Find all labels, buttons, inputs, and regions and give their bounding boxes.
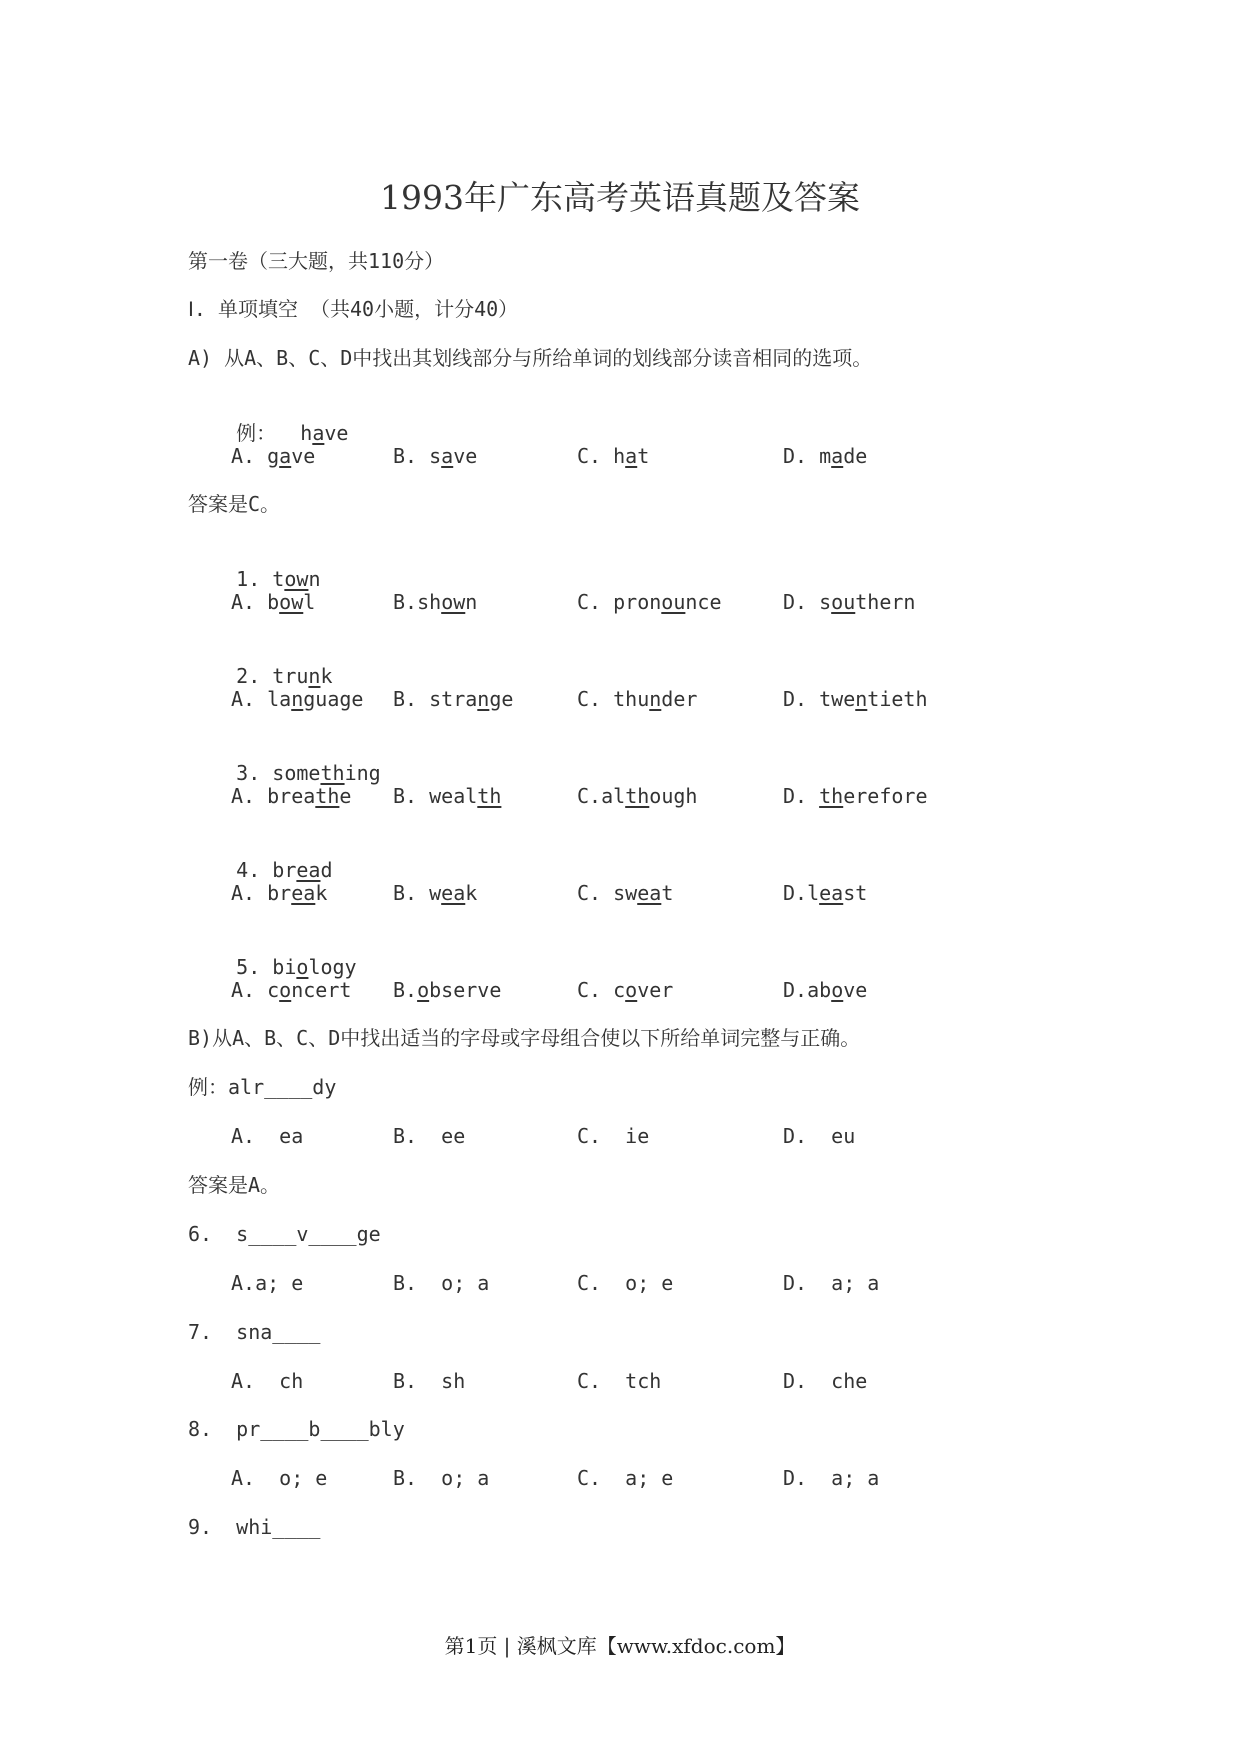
page-footer: 第1页 | 溪枫文库【www.xfdoc.com】 <box>444 1634 796 1658</box>
question-7: 7. sna____ <box>188 1320 321 1344</box>
part-a-example: 例： have <box>236 421 349 445</box>
option-a: A. language <box>231 687 364 711</box>
question-2: 2. trunk <box>236 664 333 688</box>
question-9: 9. whi____ <box>188 1515 321 1539</box>
option-c: C. sweat <box>577 881 674 905</box>
option-a: A.a; e <box>231 1271 304 1295</box>
option-b: B. strange <box>393 687 514 711</box>
option-d: D.least <box>783 881 868 905</box>
section-heading: Ⅰ. 单项填空 （共40小题，计分40） <box>188 297 519 321</box>
option-b: B. o; a <box>393 1271 490 1295</box>
option-c: C.although <box>577 784 698 808</box>
volume-heading: 第一卷（三大题，共110分） <box>188 249 445 273</box>
option-a: A. ch <box>231 1369 304 1393</box>
option-d: D. eu <box>783 1124 856 1148</box>
option-d: D. a; a <box>783 1466 880 1490</box>
option-d: D.above <box>783 978 868 1002</box>
option-b: B. wealth <box>393 784 502 808</box>
option-d: D. a; a <box>783 1271 880 1295</box>
option-a: A. break <box>231 881 328 905</box>
option-a: A. breathe <box>231 784 352 808</box>
option-c: C. thunder <box>577 687 698 711</box>
option-b: B. ee <box>393 1124 466 1148</box>
part-b-instruction: B)从A、B、C、D中找出适当的字母或字母组合使以下所给单词完整与正确。 <box>188 1026 861 1050</box>
option-a: A. bowl <box>231 590 316 614</box>
option-c: C. tch <box>577 1369 662 1393</box>
option-b: B.shown <box>393 590 478 614</box>
option-d: D. southern <box>783 590 916 614</box>
option-c: C. cover <box>577 978 674 1002</box>
page-title: 1993年广东高考英语真题及答案 <box>380 178 860 217</box>
option-a: A. concert <box>231 978 352 1002</box>
option-b: B.observe <box>393 978 502 1002</box>
option-c: C. ie <box>577 1124 650 1148</box>
option-b: B. o; a <box>393 1466 490 1490</box>
option-c: C. a; e <box>577 1466 674 1490</box>
option-c: C. pronounce <box>577 590 722 614</box>
example-label: 例： <box>236 421 277 445</box>
part-a-example-answer: 答案是C。 <box>188 492 281 516</box>
option-d: D. twentieth <box>783 687 928 711</box>
option-d: D. che <box>783 1369 868 1393</box>
option-b: B. save <box>393 444 478 468</box>
question-1: 1. town <box>236 567 321 591</box>
part-b-example-answer: 答案是A。 <box>188 1173 281 1197</box>
option-a: A. gave <box>231 444 316 468</box>
option-c: C. hat <box>577 444 650 468</box>
question-3: 3. something <box>236 761 381 785</box>
part-a-instruction: A) 从A、B、C、D中找出其划线部分与所给单词的划线部分读音相同的选项。 <box>188 346 873 370</box>
question-5: 5. biology <box>236 955 357 979</box>
option-a: A. ea <box>231 1124 304 1148</box>
question-6: 6. s____v____ge <box>188 1222 381 1246</box>
option-b: B. weak <box>393 881 478 905</box>
question-4: 4. bread <box>236 858 333 882</box>
option-d: D. therefore <box>783 784 928 808</box>
option-a: A. o; e <box>231 1466 328 1490</box>
option-c: C. o; e <box>577 1271 674 1295</box>
part-b-example: 例：alr____dy <box>188 1075 337 1099</box>
option-b: B. sh <box>393 1369 466 1393</box>
option-d: D. made <box>783 444 868 468</box>
question-8: 8. pr____b____bly <box>188 1417 405 1441</box>
